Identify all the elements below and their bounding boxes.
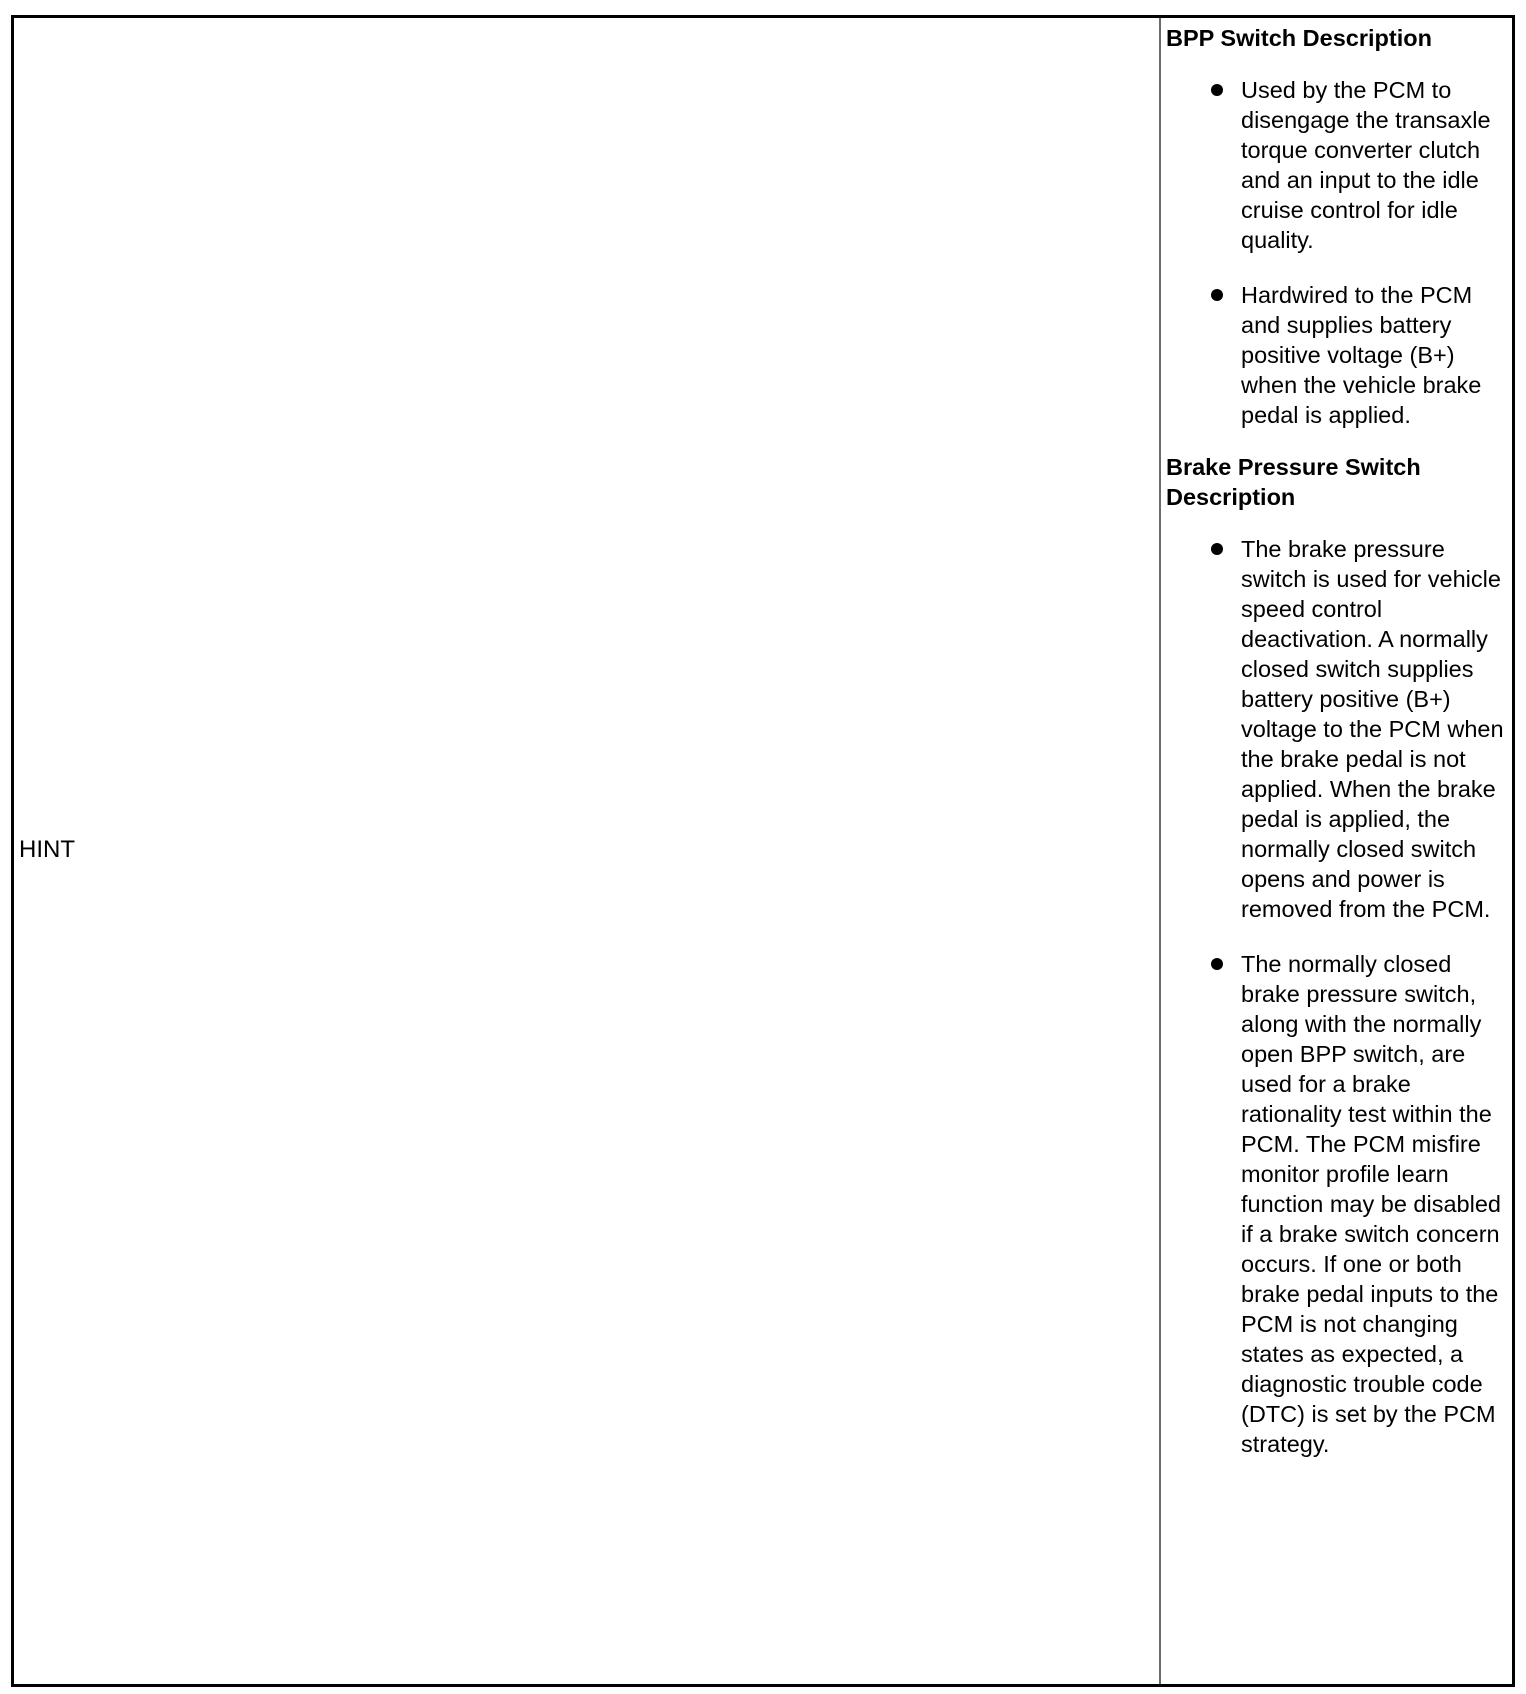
hint-content-cell [1161, 18, 1512, 1684]
bullet-text: Used by the PCM to disengage the transaxle torque converter clutch and an input to the idle cruise control for idle quality. [1241, 77, 1491, 253]
brake-pressure-switch-bullet-list [1166, 534, 1506, 1459]
bullet-icon [1211, 958, 1223, 970]
bullet-text: Hardwired to the PCM and supplies battery positive voltage (B+) when the vehicle brake pedal is applied. [1241, 282, 1482, 428]
hint-table [11, 15, 1515, 1687]
bpp-switch-bullet-list [1166, 75, 1506, 430]
brake-pressure-switch-description-heading: Brake Pressure Switch Description [1166, 454, 1421, 510]
list-item [1166, 534, 1506, 924]
bullet-icon [1211, 289, 1223, 301]
list-item [1166, 75, 1506, 255]
hint-label: HINT [19, 836, 75, 863]
bullet-text: The normally closed brake pressure switch, along with the normally open BPP switch, are used for a brake rationality test within the PCM. The PCM misfire monitor profile learn function may be disabled if a brake switch concern occurs. If one or both brake pedal inputs to the PCM is not changing states as expected, a diagnostic trouble code (DTC) is set by the PCM strategy. [1241, 951, 1501, 1457]
bpp-switch-description-heading: BPP Switch Description [1166, 25, 1432, 51]
hint-label-cell [14, 18, 1161, 1684]
bullet-icon [1211, 84, 1223, 96]
bullet-text: The brake pressure switch is used for vehicle speed control deactivation. A normally closed switch supplies battery positive (B+) voltage to the PCM when the brake pedal is not applied. When the brake pedal is applied, the normally closed switch opens and power is removed from the PCM. [1241, 536, 1504, 922]
list-item [1166, 280, 1506, 430]
list-item [1166, 949, 1506, 1459]
bullet-icon [1211, 543, 1223, 555]
